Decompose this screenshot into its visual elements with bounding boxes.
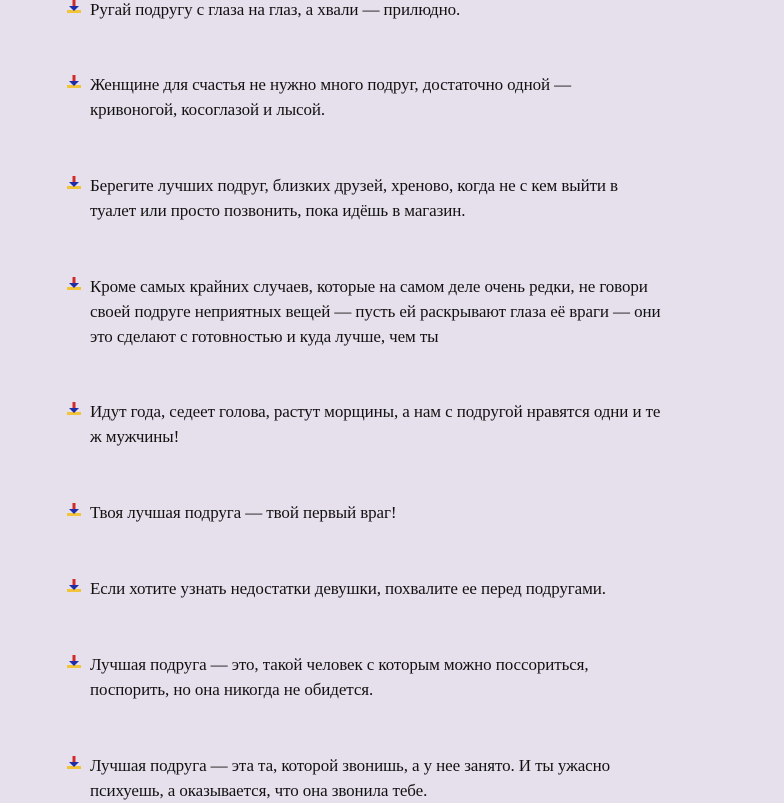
list-item <box>67 399 737 449</box>
arrow-down-bullet-icon <box>67 655 81 669</box>
list-item <box>67 576 737 601</box>
list-item <box>67 72 737 122</box>
quote-line: Кроме самых крайних случаев, которые на самом деле очень редки, не говори <box>90 277 648 296</box>
quote-line: Идут года, седеет голова, растут морщины, а нам с подругой нравятся одни и те <box>90 402 661 421</box>
list-item <box>67 753 737 803</box>
quote-line: Женщине для счастья не нужно много подруг, достаточно одной — <box>90 75 572 94</box>
list-item <box>67 274 737 349</box>
quote-line: ж мужчины! <box>90 427 180 446</box>
quote-line: поспорить, но она никогда не обидется. <box>90 680 374 699</box>
arrow-down-bullet-icon <box>67 756 81 770</box>
list-item <box>67 173 737 223</box>
quote-line: психуешь, а оказывается, что она звонила тебе. <box>90 781 428 800</box>
arrow-down-bullet-icon <box>67 176 81 190</box>
quote-line: кривоногой, косоглазой и лысой. <box>90 100 326 119</box>
arrow-down-bullet-icon <box>67 277 81 291</box>
arrow-down-bullet-icon <box>67 503 81 517</box>
arrow-down-bullet-icon <box>67 0 81 14</box>
arrow-down-bullet-icon <box>67 402 81 416</box>
arrow-down-bullet-icon <box>67 579 81 593</box>
list-item <box>67 0 737 22</box>
quote-line: Твоя лучшая подруга — твой первый враг! <box>90 503 397 522</box>
quote-line: это сделают с готовностью и куда лучше, чем ты <box>90 327 439 346</box>
quote-line: своей подруге неприятных вещей — пусть ей раскрывают глаза её враги — они <box>90 302 661 321</box>
list-item <box>67 500 737 525</box>
quote-line: Лучшая подруга — это, такой человек с которым можно поссориться, <box>90 655 589 674</box>
arrow-down-bullet-icon <box>67 75 81 89</box>
quote-line: Лучшая подруга — эта та, которой звонишь, а у нее занято. И ты ужасно <box>90 756 611 775</box>
quote-line: Если хотите узнать недостатки девушки, похвалите ее перед подругами. <box>90 579 606 598</box>
list-item <box>67 652 737 702</box>
quote-line: Берегите лучших подруг, близких друзей, хреново, когда не с кем выйти в <box>90 176 618 195</box>
quote-line: Ругай подругу с глаза на глаз, а хвали — прилюдно. <box>90 0 461 19</box>
quote-line: туалет или просто позвонить, пока идёшь в магазин. <box>90 201 466 220</box>
